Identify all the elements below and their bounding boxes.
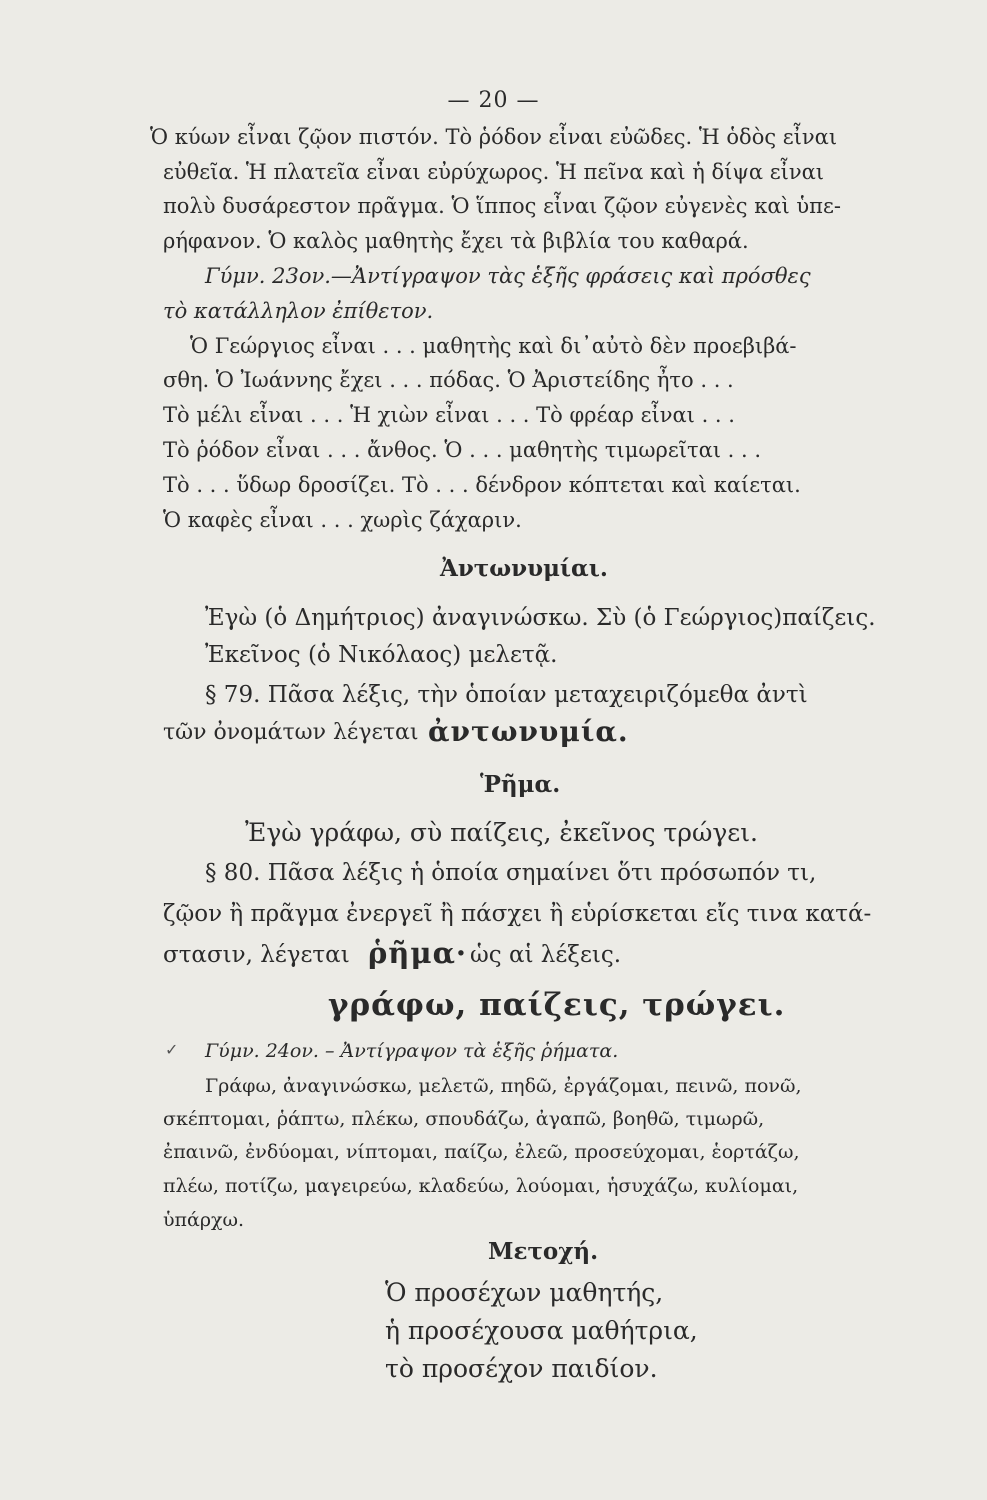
participle-line: τὸ προσέχον παιδίον. [385,1354,658,1383]
page-number: — 20 — [447,88,540,113]
exercise-heading: Γύμν. 23ον.—Ἀντίγραψον τὰς ἑξῆς φράσεις καὶ πρόσθες [205,264,811,288]
text-line: εὐθεῖα. Ἡ πλατεῖα εἶναι εὐρύχωρος. Ἡ πεῖνα καὶ ἡ δίψα εἶναι [163,160,825,184]
text-line: Ὁ κύων εἶναι ζῷον πιστόν. Τὸ ῥόδον εἶναι εὐῶδες. Ἡ ὁδὸς εἶναι [150,125,838,149]
text-line: ρήφανον. Ὁ καλὸς μαθητὴς ἔχει τὰ βιβλία του καθαρά. [163,229,749,253]
exercise-heading-cont: τὸ κατάλληλον ἐπίθετον. [163,299,434,323]
section-heading-pronouns: Ἀντωνυμίαι. [440,555,608,582]
paragraph-80: § 80. Πᾶσα λέξις ἡ ὁποία σημαίνει ὅτι πρόσωπόν τι, [205,860,817,886]
participle-line: ἡ προσέχουσα μαθήτρια, [385,1316,698,1345]
verb-list-line: ὑπάρχω. [163,1209,245,1231]
verb-list-line: Γράφω, ἀναγινώσκω, μελετῶ, πηδῶ, ἐργάζομαι, πεινῶ, πονῶ, [205,1075,802,1097]
check-mark-icon: ✓ [165,1040,179,1059]
verb-list-line: σκέπτομαι, ῥάπτω, πλέκω, σπουδάζω, ἀγαπῶ, βοηθῶ, τιμωρῶ, [163,1108,765,1130]
section-heading-verb: Ῥῆμα. [480,771,561,798]
exercise-line: Τὸ μέλι εἶναι . . . Ἡ χιὼν εἶναι . . . Τὸ φρέαρ εἶναι . . . [163,403,735,427]
text-line: πολὺ δυσάρεστον πρᾶγμα. Ὁ ἵππος εἶναι ζῷον εὐγενὲς καὶ ὑπε- [163,194,841,218]
section-heading-participle: Μετοχή. [488,1238,599,1265]
exercise-line: Τὸ ῥόδον εἶναι . . . ἄνθος. Ὁ . . . μαθητὴς τιμωρεῖται . . . [163,438,762,462]
example-line: Ἐγὼ γράφω, σὺ παίζεις, ἐκεῖνος τρώγει. [245,818,758,847]
participle-line: Ὁ προσέχων μαθητής, [385,1278,664,1307]
text-line: Ἐκεῖνος (ὁ Νικόλαος) μελετᾷ. [205,642,558,668]
exercise-heading: Γύμν. 24ον. – Ἀντίγραψον τὰ ἑξῆς ῥήματα. [205,1040,619,1062]
example-verbs-heading: γράφω, παίζεις, τρώγει. [328,987,786,1023]
exercise-line: Ὁ καφὲς εἶναι . . . χωρὶς ζάχαριν. [163,508,522,532]
exercise-line: σθη. Ὁ Ἰωάννης ἔχει . . . πόδας. Ὁ Ἀριστείδης ἦτο . . . [163,368,734,392]
verb-list-line: πλέω, ποτίζω, μαγειρεύω, κλαδεύω, λούομαι, ἡσυχάζω, κυλίομαι, [163,1175,799,1197]
text-line: Ἐγὼ (ὁ Δημήτριος) ἀναγινώσκω. Σὺ (ὁ Γεώργιος)παίζεις. [205,605,876,631]
text-line: ζῷον ἢ πρᾶγμα ἐνεργεῖ ἢ πάσχει ἢ εὑρίσκεται εἴς τινα κατά- [163,901,872,927]
text-line: τῶν ὀνομάτων λέγεται [163,720,419,745]
exercise-line: Τὸ . . . ὕδωρ δροσίζει. Τὸ . . . δένδρον κόπτεται καὶ καίεται. [163,473,801,497]
text-line: ὡς αἱ λέξεις. [470,942,622,968]
exercise-line: Ὁ Γεώργιος εἶναι . . . μαθητὴς καὶ δι᾽αὐτὸ δὲν προεβιβά- [190,334,797,358]
text-line: στασιν, λέγεται [163,942,350,968]
verb-list-line: ἐπαινῶ, ἐνδύομαι, νίπτομαι, παίζω, ἐλεῶ, προσεύχομαι, ἑορτάζω, [163,1141,800,1163]
term-antonymia: ἀντωνυμία. [428,715,629,748]
paragraph-79: § 79. Πᾶσα λέξις, τὴν ὁποίαν μεταχειριζόμεθα ἀντὶ [205,682,808,708]
term-rima: ῥῆμα· [368,936,468,970]
